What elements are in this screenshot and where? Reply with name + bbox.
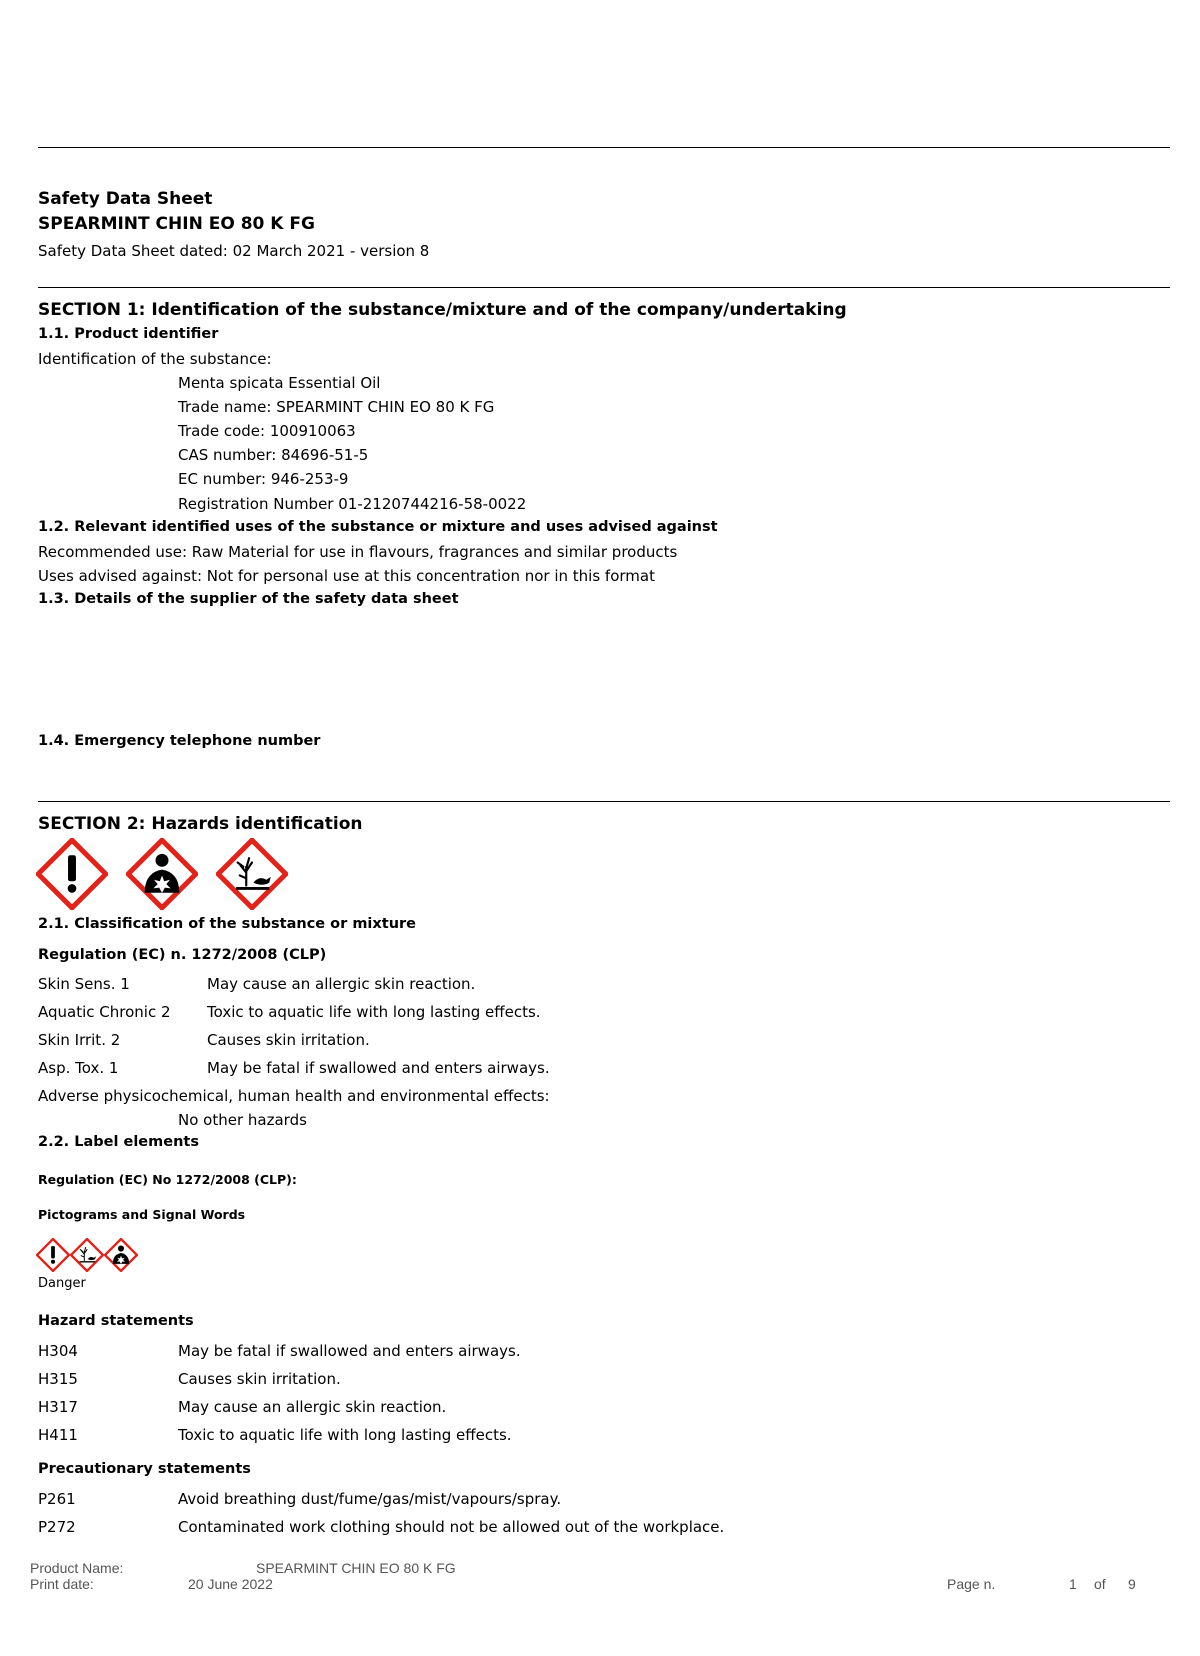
regulation-heading: Regulation (EC) n. 1272/2008 (CLP) xyxy=(38,947,327,963)
uses-advised-against: Uses advised against: Not for personal use at this concentration nor in this format xyxy=(38,567,655,585)
hazard-code: H317 xyxy=(38,1398,78,1416)
section2-title: SECTION 2: Hazards identification xyxy=(38,814,363,834)
footer-print-value: 20 June 2022 xyxy=(188,1576,273,1592)
hazard-code: H411 xyxy=(38,1426,78,1444)
product-title: SPEARMINT CHIN EO 80 K FG xyxy=(38,214,315,234)
adverse-effects-value: No other hazards xyxy=(178,1111,307,1129)
classification-code: Skin Irrit. 2 xyxy=(38,1031,121,1049)
classification-text: Toxic to aquatic life with long lasting effects. xyxy=(207,1003,541,1021)
classification-code: Aquatic Chronic 2 xyxy=(38,1003,171,1021)
identifier-line: CAS number: 84696-51-5 xyxy=(178,446,369,464)
footer-product-value: SPEARMINT CHIN EO 80 K FG xyxy=(256,1560,456,1576)
version-line: Safety Data Sheet dated: 02 March 2021 - version 8 xyxy=(38,242,430,260)
classification-code: Skin Sens. 1 xyxy=(38,975,130,993)
s22-title: 2.2. Label elements xyxy=(38,1134,199,1150)
health-hazard-icon xyxy=(104,1238,138,1272)
section1-divider xyxy=(38,287,1170,288)
hazard-code: H304 xyxy=(38,1342,78,1360)
footer-page-of: of xyxy=(1094,1576,1106,1592)
adverse-effects-label: Adverse physicochemical, human health and environmental effects: xyxy=(38,1087,550,1105)
hazard-code: H315 xyxy=(38,1370,78,1388)
hazard-text: May be fatal if swallowed and enters airways. xyxy=(178,1342,521,1360)
environment-icon xyxy=(216,838,288,910)
classification-code: Asp. Tox. 1 xyxy=(38,1059,119,1077)
section2-divider xyxy=(38,801,1170,802)
precaution-text: Avoid breathing dust/fume/gas/mist/vapours/spray. xyxy=(178,1490,562,1508)
classification-text: May cause an allergic skin reaction. xyxy=(207,975,476,993)
footer-product-label: Product Name: xyxy=(30,1560,124,1576)
s12-title: 1.2. Relevant identified uses of the substance or mixture and uses advised against xyxy=(38,519,718,535)
hazard-text: May cause an allergic skin reaction. xyxy=(178,1398,447,1416)
footer-print-label: Print date: xyxy=(30,1576,94,1592)
exclamation-mark-icon xyxy=(36,1238,70,1272)
s11-intro: Identification of the substance: xyxy=(38,350,272,368)
hazard-heading: Hazard statements xyxy=(38,1313,194,1329)
environment-icon xyxy=(70,1238,104,1272)
s13-title: 1.3. Details of the supplier of the safety data sheet xyxy=(38,591,459,607)
precaution-code: P272 xyxy=(38,1518,76,1536)
identifier-line: Trade name: SPEARMINT CHIN EO 80 K FG xyxy=(178,398,495,416)
classification-text: May be fatal if swallowed and enters airways. xyxy=(207,1059,550,1077)
top-divider xyxy=(38,147,1170,148)
pictograms-heading: Pictograms and Signal Words xyxy=(38,1207,246,1222)
identifier-line: Registration Number 01-2120744216-58-0022 xyxy=(178,495,527,513)
label-regulation: Regulation (EC) No 1272/2008 (CLP): xyxy=(38,1172,297,1187)
s14-title: 1.4. Emergency telephone number xyxy=(38,733,321,749)
s21-title: 2.1. Classification of the substance or mixture xyxy=(38,916,416,932)
identifier-line: EC number: 946-253-9 xyxy=(178,470,349,488)
recommended-use: Recommended use: Raw Material for use in flavours, fragrances and similar products xyxy=(38,543,678,561)
footer-page-current: 1 xyxy=(1069,1576,1077,1592)
hazard-text: Causes skin irritation. xyxy=(178,1370,341,1388)
section1-title: SECTION 1: Identification of the substance/mixture and of the company/undertaking xyxy=(38,300,847,320)
signal-word: Danger xyxy=(38,1276,86,1291)
doc-type-title: Safety Data Sheet xyxy=(38,189,213,209)
precaution-code: P261 xyxy=(38,1490,76,1508)
exclamation-mark-icon xyxy=(36,838,108,910)
hazard-text: Toxic to aquatic life with long lasting effects. xyxy=(178,1426,512,1444)
s11-title: 1.1. Product identifier xyxy=(38,326,219,342)
precaution-text: Contaminated work clothing should not be allowed out of the workplace. xyxy=(178,1518,725,1536)
identifier-line: Menta spicata Essential Oil xyxy=(178,374,381,392)
footer-page-total: 9 xyxy=(1128,1576,1136,1592)
precaution-heading: Precautionary statements xyxy=(38,1461,251,1477)
identifier-line: Trade code: 100910063 xyxy=(178,422,356,440)
classification-text: Causes skin irritation. xyxy=(207,1031,370,1049)
footer-page-label: Page n. xyxy=(947,1576,996,1592)
health-hazard-icon xyxy=(126,838,198,910)
